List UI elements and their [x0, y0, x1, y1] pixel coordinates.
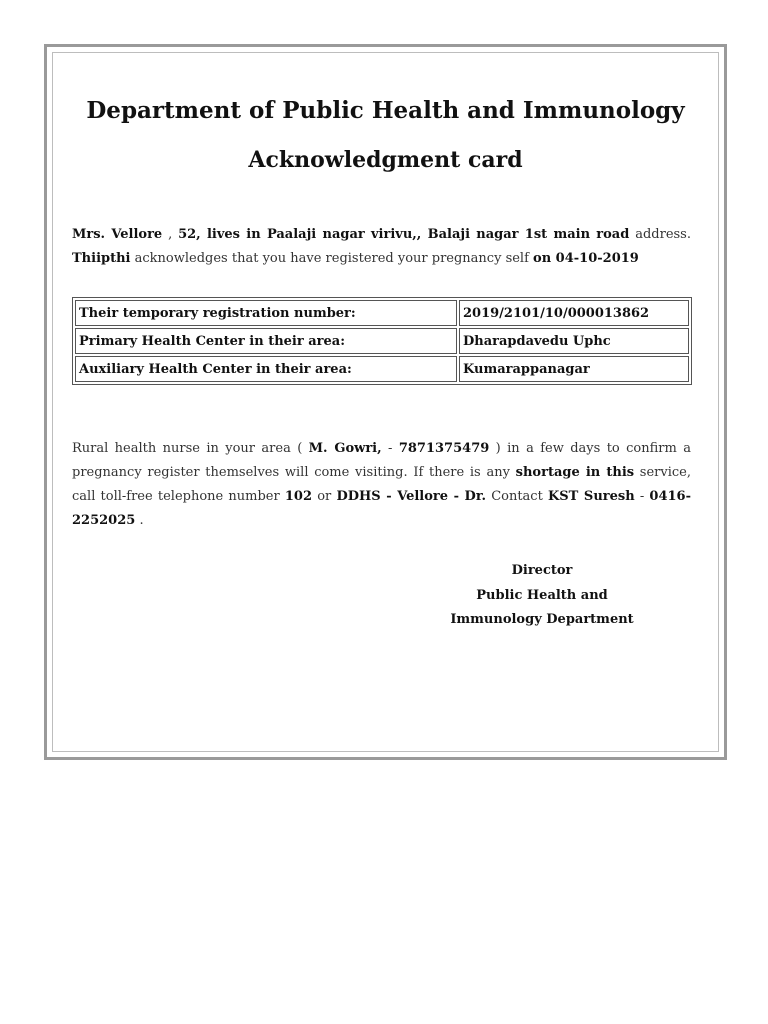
intro-paragraph — [72, 223, 691, 271]
card-subtitle: Acknowledgment card — [248, 147, 523, 173]
signature-line-3: Immunology Department — [450, 612, 634, 627]
nurse-text-6: Contact — [486, 489, 548, 504]
primary-health-center-value: Dharapdavedu Uphc — [459, 328, 689, 354]
registration-number-value: 2019/2101/10/000013862 — [459, 300, 689, 326]
contact-name: KST Suresh — [548, 489, 635, 504]
patient-age-address: 52, lives in Paalaji nagar virivu,, Balaji nagar 1st main road — [178, 227, 630, 242]
nurse-text-8: . — [135, 513, 144, 528]
table-row — [75, 300, 689, 326]
primary-health-center-label: Primary Health Center in their area: — [75, 328, 457, 354]
auxiliary-health-center-label: Auxiliary Health Center in their area: — [75, 356, 457, 382]
signature-block — [442, 559, 642, 633]
nurse-visit-paragraph — [72, 437, 691, 533]
signature-line-1: Director — [511, 563, 573, 578]
intro-separator: , — [162, 227, 179, 242]
page-title: Department of Public Health and Immunology — [86, 97, 685, 124]
details-table — [72, 297, 692, 385]
table-row — [75, 328, 689, 354]
signature-line-2: Public Health and — [476, 587, 608, 603]
nurse-name: M. Gowri, — [308, 441, 382, 456]
nurse-text-4: service, call toll-free telephone number — [72, 465, 691, 504]
nurse-text-7: - — [634, 489, 650, 504]
contact-phone: 0416-2252025 — [72, 489, 691, 528]
ddhs-contact: DDHS - Vellore - Dr. — [336, 489, 487, 504]
tollfree-number: 102 — [284, 489, 313, 504]
nurse-text-2: - — [381, 441, 399, 456]
shortage-text: shortage in this — [515, 465, 635, 480]
auxiliary-health-center-value: Kumarappanagar — [459, 356, 689, 382]
nurse-text-1: Rural health nurse in your area ( — [72, 441, 309, 456]
table-row — [75, 356, 689, 382]
address-word: address. — [629, 227, 691, 242]
nurse-text-5: or — [312, 489, 337, 504]
nurse-text-3: ) in a few days to confirm a pregnancy register themselves will come visiting. If there is any — [72, 441, 691, 480]
acknowledgment-card — [44, 44, 727, 760]
registration-number-label: Their temporary registration number: — [75, 300, 457, 326]
nurse-phone: 7871375479 — [398, 441, 490, 456]
acknowledgment-text: acknowledges that you have registered your pregnancy self — [130, 251, 534, 266]
facility-name: Thiipthi — [72, 251, 131, 266]
patient-name: Mrs. Vellore — [72, 227, 163, 242]
registration-date: on 04-10-2019 — [533, 251, 639, 266]
